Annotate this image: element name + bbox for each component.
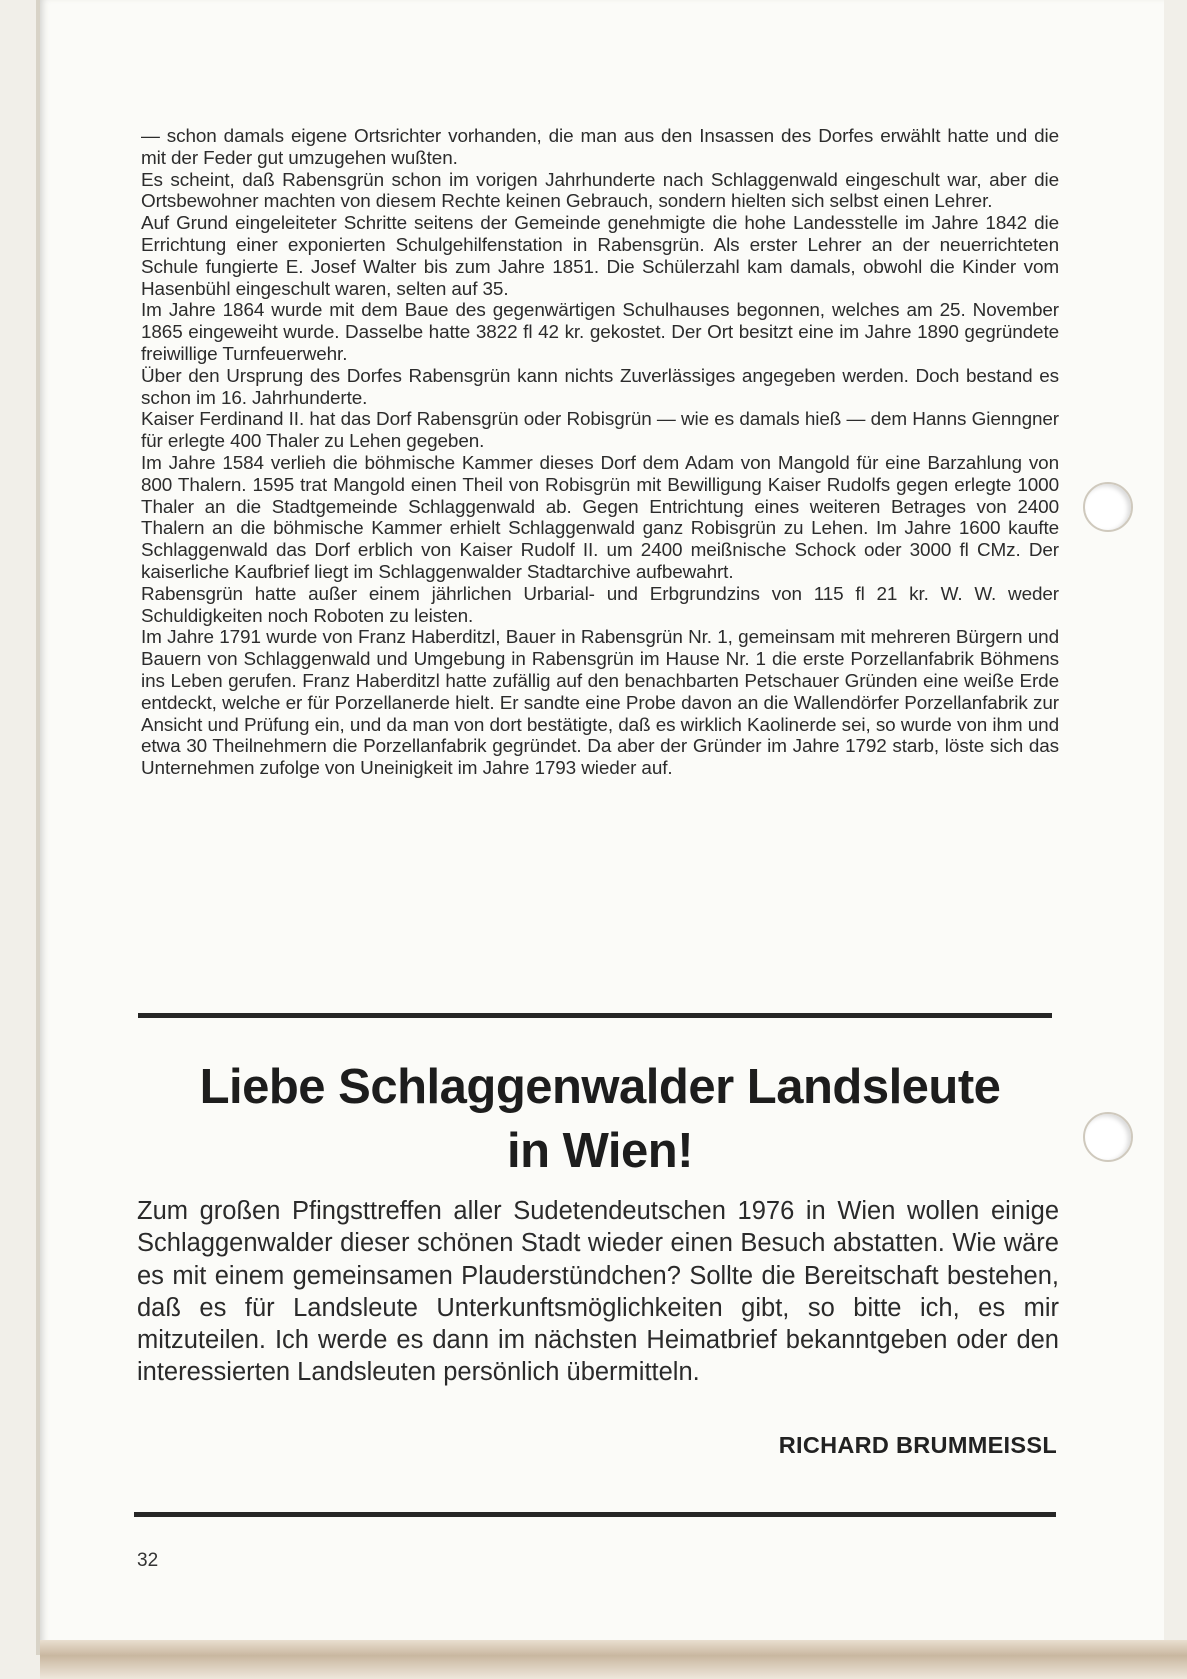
divider-top [138,1013,1052,1018]
page-number: 32 [137,1550,159,1571]
paragraph: Im Jahre 1791 wurde von Franz Haberditzl, Bauer in Rabensgrün Nr. 1, gemeinsam mit mehreren Bürgern und Bauern von Schlaggenwald und Umgebung in Rabensgrün im Hause Nr. 1 die erste Porzellanfabrik Böhmens ins Leben gerufen. Franz Haberditzl hatte zufällig auf den benachbarten Petschauer Gründen eine weiße Erde entdeckt, welche er für Porzellanerde hielt. Er sandte eine Probe davon an die Wallendörfer Porzellanfabrik zur Ansicht und Prüfung ein, und da man von dort bestätigte, daß es wirklich Kaolinerde sei, so wurde von ihm und etwa 30 Theilnehmern die Porzellanfabrik gegründet. Da aber der Gründer im Jahre 1792 starb, löste sich das Unternehmen zufolge von Uneinigkeit im Jahre 1793 wieder auf. [141,627,1059,780]
paragraph: Es scheint, daß Rabensgrün schon im vorigen Jahrhunderte nach Schlaggenwald eingeschult war, aber die Ortsbewohner machten von diesem Rechte keinen Gebrauch, sondern hielten sich selbst einen Lehrer. [141,169,1059,213]
paragraph: Im Jahre 1864 wurde mit dem Baue des gegenwärtigen Schulhauses begonnen, welches am 25. November 1865 eingeweiht wurde. Dasselbe hatte 3822 fl 42 kr. gekostet. Der Ort besitzt eine im Jahre 1890 gegründete freiwillige Turnfeuerwehr. [141,300,1059,365]
announcement-title [140,1055,1060,1183]
paragraph: Auf Grund eingeleiteter Schritte seitens der Gemeinde genehmigte die hohe Landesstelle im Jahre 1842 die Errichtung einer exponierten Schulgehilfenstation in Rabensgrün. Als erster Lehrer an der neuerrichteten Schule fungierte E. Josef Walter bis zum Jahre 1851. Die Schülerzahl kam damals, obwohl die Kinder vom Hasenbühl eingeschult waren, selten auf 35. [141,213,1059,300]
paragraph: Kaiser Ferdinand II. hat das Dorf Rabensgrün oder Robisgrün — wie es damals hieß — dem Hanns Gienngner für erlegte 400 Thaler zu Lehen gegeben. [141,409,1059,453]
paragraph: Rabensgrün hatte außer einem jährlichen Urbarial- und Erbgrundzins von 115 fl 21 kr. W. W. weder Schuldigkeiten noch Roboten zu leisten. [141,583,1059,627]
paragraph: Über den Ursprung des Dorfes Rabensgrün kann nichts Zuverlässiges angegeben werden. Doch bestand es schon im 16. Jahrhunderte. [141,365,1059,409]
punch-hole-top [1083,482,1133,532]
announcement-title-line1: Liebe Schlaggenwalder Landsleute [199,1060,1001,1114]
divider-bottom [134,1512,1056,1517]
article-text [141,126,1059,780]
paragraph: — schon damals eigene Ortsrichter vorhanden, die man aus den Insassen des Dorfes erwählt hatte und die mit der Feder gut umzugehen wußten. [141,126,1059,169]
announcement-body: Zum großen Pfingsttreffen aller Sudetendeutschen 1976 in Wien wollen einige Schlaggenwalder dieser schönen Stadt wieder einen Besuch abstatten. Wie wäre es mit einem gemeinsamen Plauderstündchen? Sollte die Bereitschaft bestehen, daß es für Landsleute Unterkunftsmöglichkeiten gibt, so bitte ich, es mir mitzuteilen. Ich werde es dann im nächsten Heimatbrief bekanntgeben oder den interessierten Landsleuten persönlich übermitteln. [137,1197,1059,1387]
paragraph: Im Jahre 1584 verlieh die böhmische Kammer dieses Dorf dem Adam von Mangold für eine Barzahlung von 800 Thalern. 1595 trat Mangold einen Theil von Robisgrün mit Bewilligung Kaiser Rudolfs gegen erlegte 1000 Thaler an die Stadtgemeinde Schlaggenwald ab. Gegen Entrichtung eines weiteren Betrages von 2400 Thalern an die böhmische Kammer erhielt Schlaggenwald ganz Robisgrün zu Lehen. Im Jahre 1600 kaufte Schlaggenwald das Dorf erblich von Kaiser Rudolf II. um 2400 meißnische Schock oder 3000 fl CMz. Der kaiserliche Kaufbrief liegt im Schlaggenwalder Stadtarchive aufbewahrt. [141,452,1059,583]
announcement-title-line2: in Wien! [506,1124,694,1178]
punch-hole-bottom [1083,1112,1133,1162]
page-bottom-edge [40,1640,1187,1679]
author-signature: RICHARD BRUMMEISSL [778,1432,1057,1458]
